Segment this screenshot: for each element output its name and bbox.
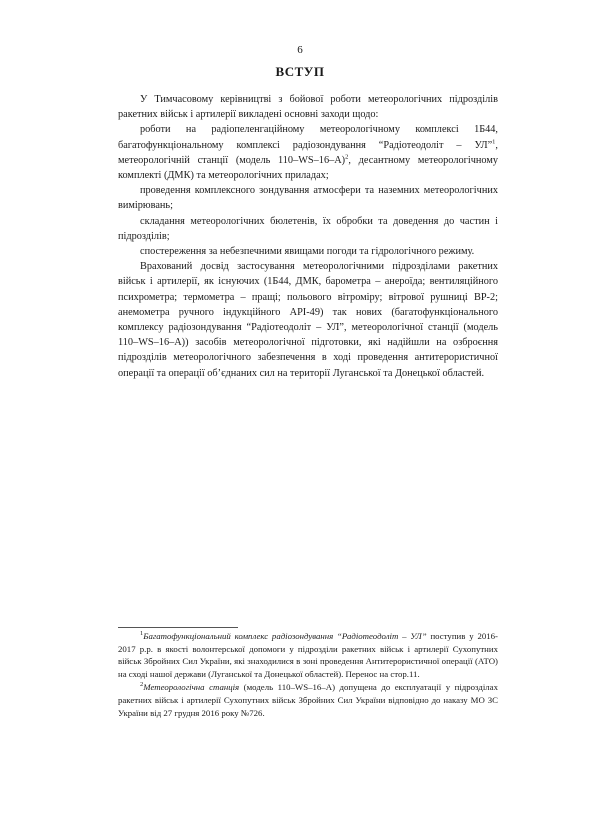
paragraph: спостереження за небезпечними явищами погоди та гідрологічного режиму.	[140, 246, 475, 258]
paragraph: роботи на радіопеленгаційному метеорологічному комплексі 1Б44, багатофункціональному комплексі радіозондування “Радіотеодоліт – УЛ”$^1$, метеорологічній станції (модель 110–WS–16–A)$^2$, десантному метеорологічному комплекті (ДМК) та метеорологічних приладах;	[118, 124, 498, 182]
footnote-divider	[118, 627, 238, 628]
footnote: $^1$Багатофункціональний комплекс радіозондування “Радіотеодоліт – УЛ” поступив у 2016-2017 р.р. в якості волонтерської допомоги у підрозділи ракетних військ і артилерії Сухопутних військ Збройних Сил України, які знаходилися в зоні проведення Антитерористичної операції (АТО) на сході нашої держави (Луганської та Донецької областей). Перенос на стор.11.	[118, 630, 498, 679]
footnote: $^2$Метеорологічна станція (модель 110–WS–16–A) допущена до експлуатації у підрозділах ракетних військ і артилерії Сухопутних військ Збройних Сил України відповідно до наказу МО ЗС України від 27 грудня 2016 року №726.	[118, 681, 498, 718]
page-number: 6	[297, 44, 303, 56]
footnote-ref-1: 1	[492, 138, 496, 146]
paragraph: Врахований досвід застосування метеорологічними підрозділами ракетних військ і артилерії, як існуючих (1Б44, ДМК, барометра – анероїда; вентиляційного психрометра; термометра – пращі; польового вітроміру; вітрової рушниці ВР-2; анемометра ручного індукційного АРІ-49) так нових (багатофункціонального комплексу радіозондування “Радіотеодоліт – УЛ”, метеорологічної станції (модель 110–WS–16–A)) засобів метеорологічної підготовки, які надійшли на озброєння підрозділів метеорологічного забезпечення в ході проведення антитерористичної операції та операції об’єднаних сил на території Луганської та Донецької областей.	[118, 261, 498, 379]
footnote-ref-2: 2	[345, 153, 349, 161]
footnotes	[118, 630, 498, 720]
page-title: ВСТУП	[275, 64, 325, 79]
paragraph: складання метеорологічних бюлетенів, їх обробки та доведення до частин і підрозділів;	[118, 215, 498, 242]
body-text	[118, 92, 498, 381]
paragraph: проведення комплексного зондування атмосфери та наземних метеорологічних вимірювань;	[118, 185, 498, 212]
paragraph: У Тимчасовому керівництві з бойової роботи метеорологічних підрозділів ракетних військ і артилерії викладені основні заходи щодо:	[118, 94, 498, 121]
